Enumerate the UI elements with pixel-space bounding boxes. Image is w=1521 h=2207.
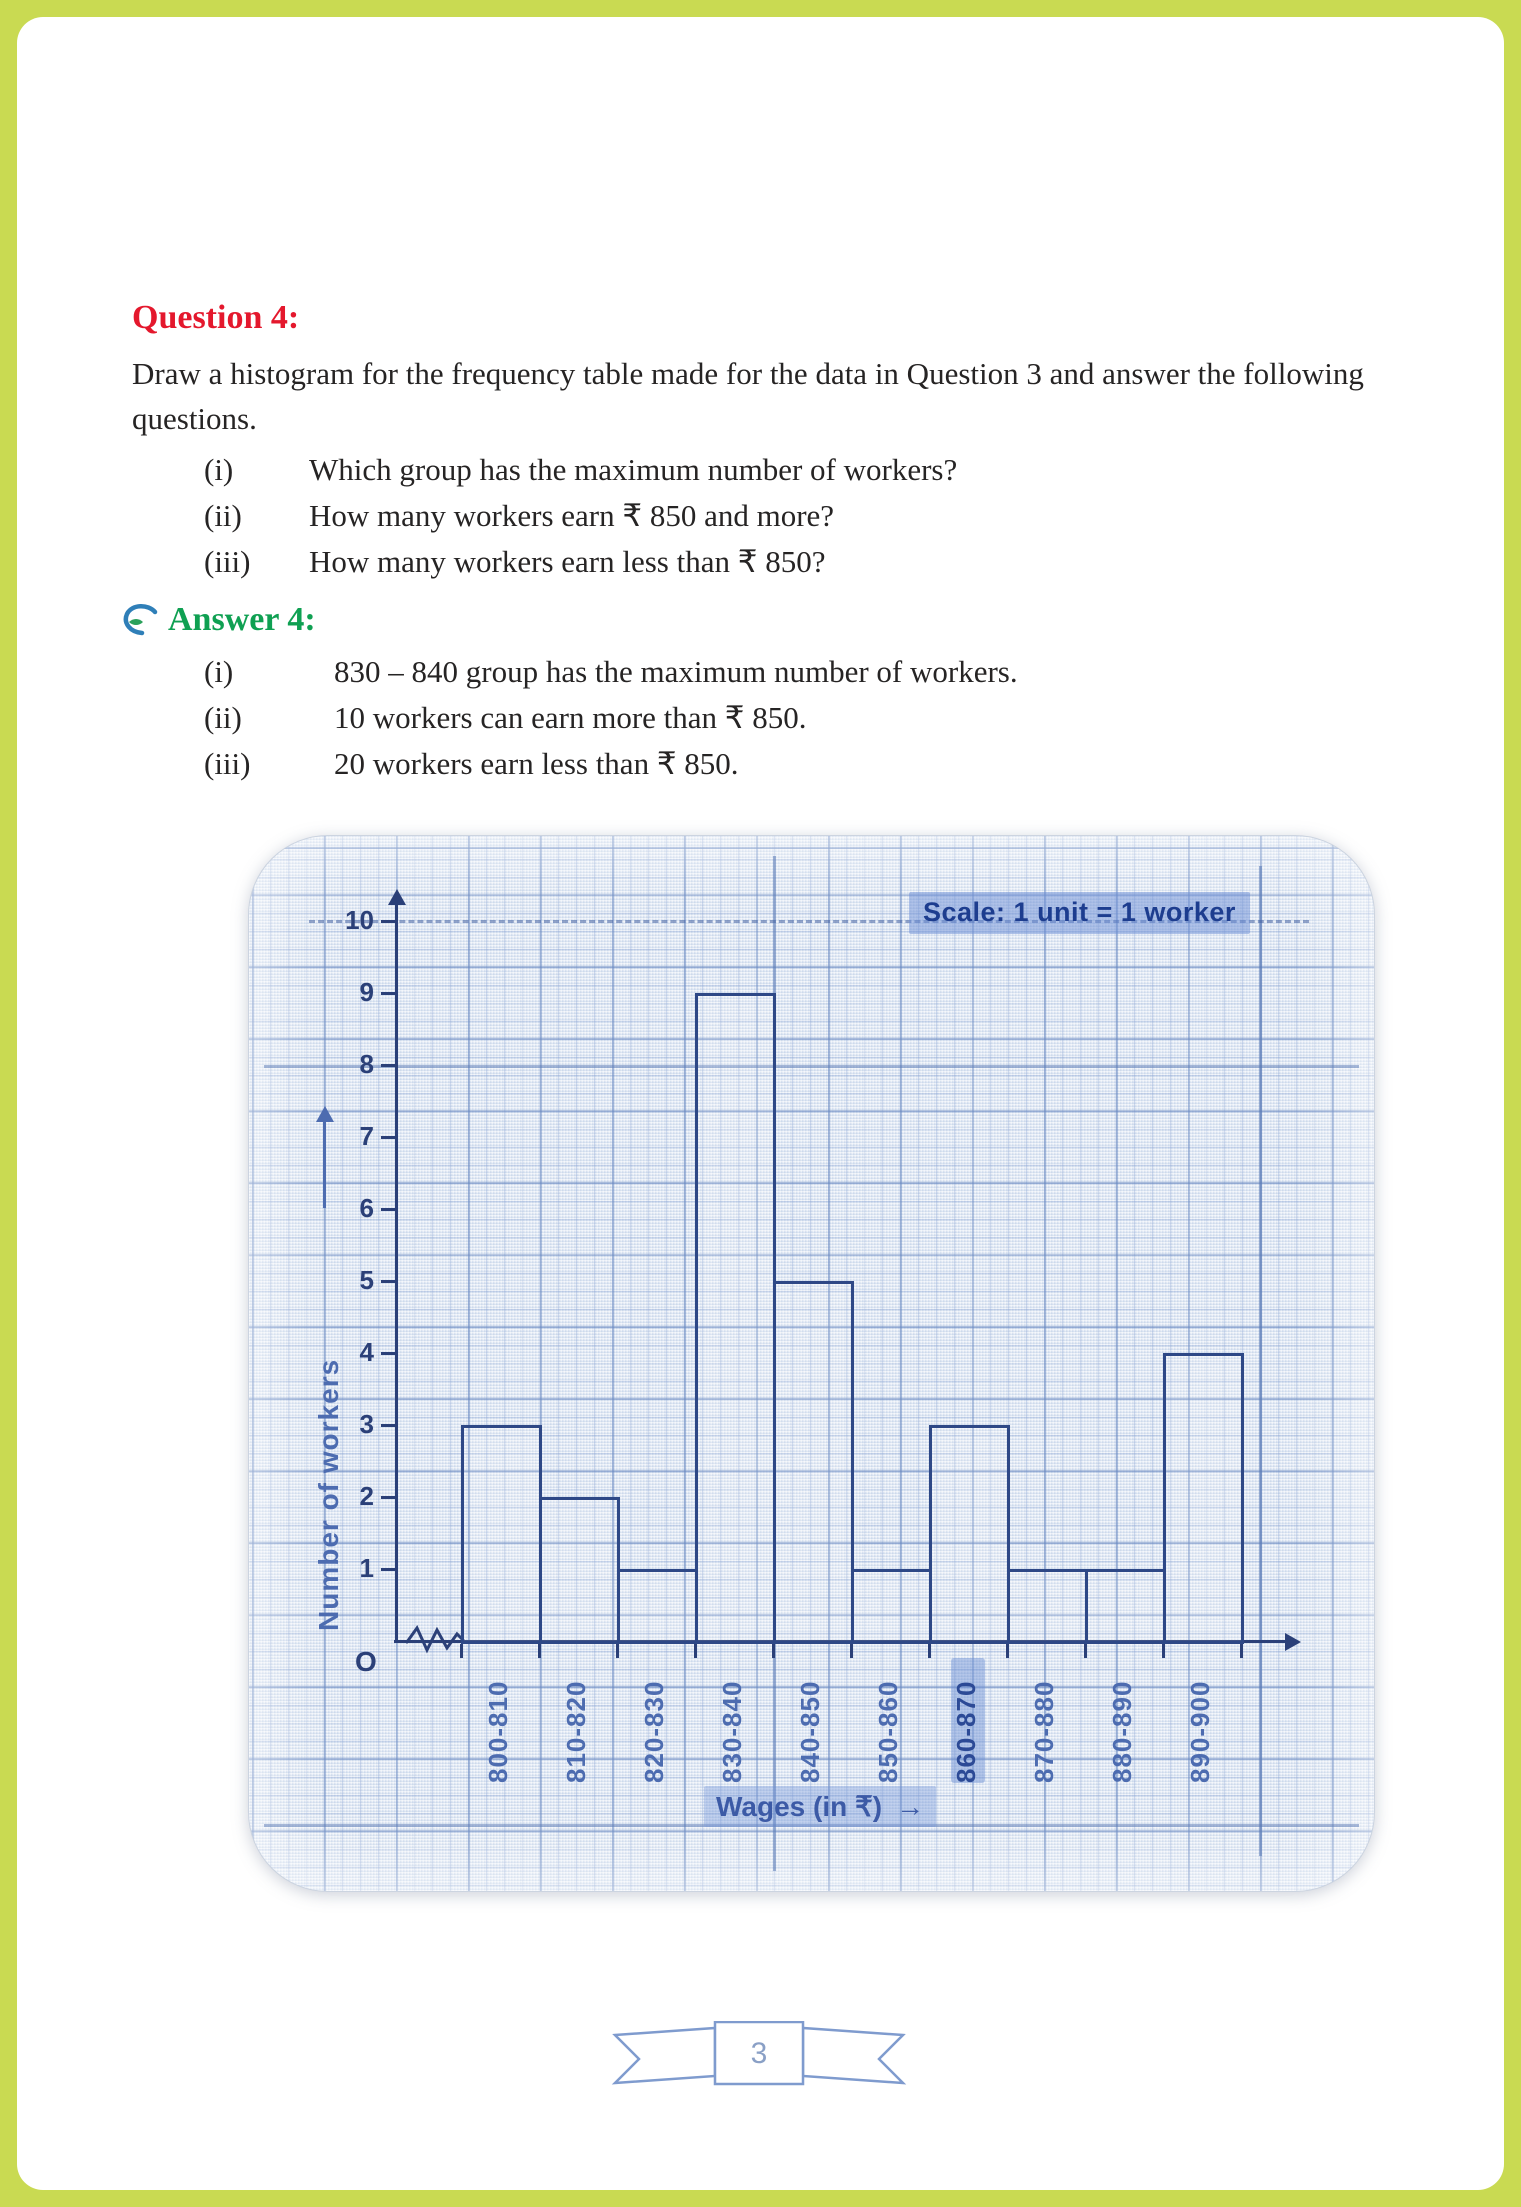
x-tick-label: 840-850 xyxy=(795,1680,825,1783)
answer-item-text: 10 workers can earn more than ₹ 850. xyxy=(334,700,807,735)
question-item xyxy=(132,493,1427,539)
right-arrow-icon: → xyxy=(896,1790,925,1822)
histogram-bar xyxy=(1163,1353,1244,1644)
answer-item-text: 830 – 840 group has the maximum number of workers. xyxy=(334,654,1018,689)
x-tick xyxy=(616,1644,619,1658)
question-item xyxy=(132,447,1427,493)
y-tick xyxy=(381,1064,395,1067)
x-tick xyxy=(1162,1644,1165,1658)
page-number: 3 xyxy=(750,2037,768,2070)
histogram-figure xyxy=(248,835,1375,1892)
question-item-text: How many workers earn less than ₹ 850? xyxy=(309,544,826,579)
histogram-bar xyxy=(539,1497,620,1644)
histogram-bar xyxy=(1085,1569,1166,1644)
question-item-number: (ii) xyxy=(204,498,242,533)
y-tick xyxy=(381,1496,395,1499)
answer-item-number: (ii) xyxy=(204,700,242,735)
y-tick-label: 8 xyxy=(359,1049,374,1079)
x-tick xyxy=(1006,1644,1009,1658)
answer-item xyxy=(132,741,1427,787)
x-tick-label: 890-900 xyxy=(1185,1680,1215,1783)
question-intro: Draw a histogram for the frequency table made for the data in Question 3 and answer the following questions. xyxy=(132,356,1364,436)
y-tick-label: 2 xyxy=(359,1481,374,1511)
x-tick xyxy=(694,1644,697,1658)
histogram-bar xyxy=(695,993,776,1644)
y-tick xyxy=(381,920,395,923)
x-tick-label: 860-870 xyxy=(951,1658,985,1783)
x-axis-label-text: Wages (in ₹) xyxy=(716,1791,883,1822)
answer-item-number: (iii) xyxy=(204,746,251,781)
x-tick-label: 880-890 xyxy=(1107,1680,1137,1783)
y-tick-label: 9 xyxy=(359,977,374,1007)
y-axis-label: Number of workers xyxy=(313,1358,344,1631)
origin-label: O xyxy=(355,1646,377,1677)
question-item-text: Which group has the maximum number of workers? xyxy=(309,452,958,487)
page-ribbon xyxy=(609,2021,909,2101)
question-title: Question 4: xyxy=(132,299,300,336)
question-item-number: (iii) xyxy=(204,544,251,579)
y-tick-label: 3 xyxy=(359,1409,374,1439)
y-tick-label: 1 xyxy=(359,1553,374,1583)
x-tick xyxy=(928,1644,931,1658)
x-tick-label: 800-810 xyxy=(483,1680,513,1783)
x-tick xyxy=(538,1644,541,1658)
answer-item-text: 20 workers earn less than ₹ 850. xyxy=(334,746,739,781)
answer-item xyxy=(132,695,1427,741)
y-tick xyxy=(381,1280,395,1283)
histogram-bar xyxy=(461,1425,542,1644)
histogram-bar xyxy=(773,1281,854,1644)
x-tick-label: 820-830 xyxy=(639,1680,669,1783)
plot-area xyxy=(249,836,1374,1891)
document-page xyxy=(17,17,1504,2190)
brand-logo-icon xyxy=(122,602,158,638)
x-tick xyxy=(772,1644,775,1658)
x-tick-label: 830-840 xyxy=(717,1680,747,1783)
y-tick xyxy=(381,1208,395,1211)
question-item-number: (i) xyxy=(204,452,234,487)
scale-note: Scale: 1 unit = 1 worker xyxy=(909,892,1250,934)
y-tick-label: 4 xyxy=(359,1337,374,1367)
y-tick-label: 10 xyxy=(345,905,374,935)
question-item xyxy=(132,539,1427,585)
histogram-bar xyxy=(1007,1569,1088,1644)
y-tick-label: 7 xyxy=(359,1121,374,1151)
y-tick xyxy=(381,1424,395,1427)
x-tick-label: 810-820 xyxy=(561,1680,591,1783)
answer-item xyxy=(132,649,1427,695)
histogram-bar xyxy=(617,1569,698,1644)
answer-title-text: Answer 4: xyxy=(168,601,316,638)
y-tick xyxy=(381,1352,395,1355)
y-tick xyxy=(381,992,395,995)
y-tick xyxy=(381,1568,395,1571)
x-tick xyxy=(850,1644,853,1658)
qa-text-block xyxy=(132,299,1427,787)
x-tick xyxy=(1240,1644,1243,1658)
y-tick xyxy=(381,1136,395,1139)
answer-item-number: (i) xyxy=(204,654,234,689)
y-tick-label: 5 xyxy=(359,1265,374,1295)
histogram-bar xyxy=(929,1425,1010,1644)
x-tick-label: 870-880 xyxy=(1029,1680,1059,1783)
x-tick-label: 850-860 xyxy=(873,1680,903,1783)
x-tick xyxy=(460,1644,463,1658)
y-tick-label: 6 xyxy=(359,1193,374,1223)
histogram-bar xyxy=(851,1569,932,1644)
question-item-text: How many workers earn ₹ 850 and more? xyxy=(309,498,835,533)
answer-title xyxy=(122,601,1427,639)
x-tick xyxy=(1084,1644,1087,1658)
